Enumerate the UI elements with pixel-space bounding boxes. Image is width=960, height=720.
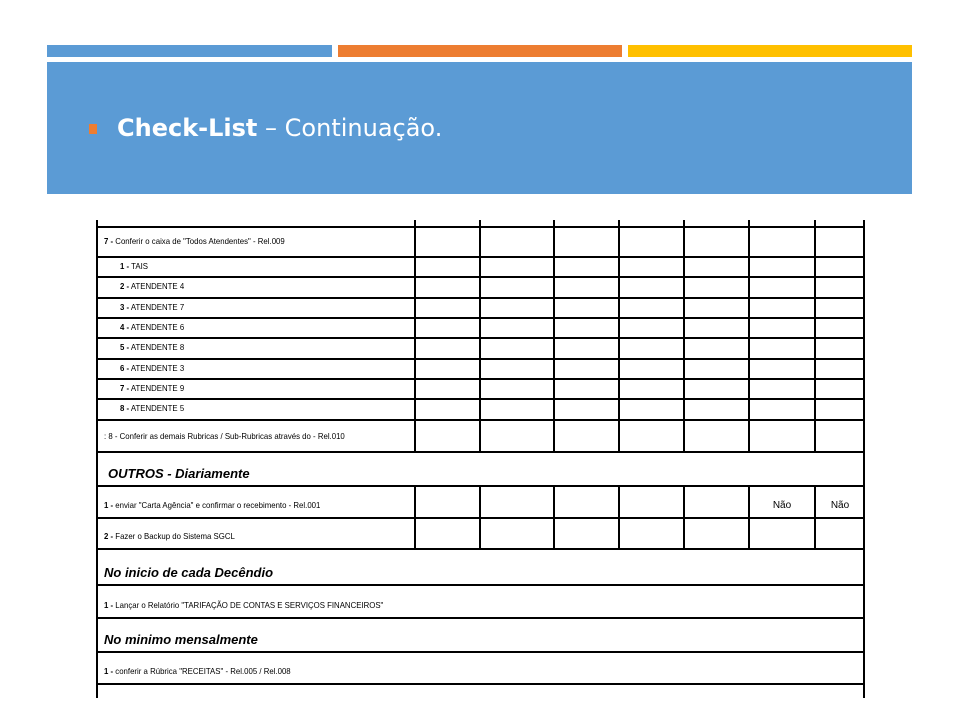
row-number: 1 - xyxy=(104,500,114,510)
row-number: 1 - xyxy=(120,261,130,271)
row-label: Fazer o Backup do Sistema SGCL xyxy=(113,531,235,541)
row-line xyxy=(96,617,865,619)
checklist-table xyxy=(96,220,865,698)
table-row xyxy=(104,236,285,246)
row-line xyxy=(96,398,865,400)
row-number: 4 - xyxy=(120,322,130,332)
section-heading-outros: OUTROS - Diariamente xyxy=(108,466,250,481)
row-line xyxy=(96,317,865,319)
table-row xyxy=(120,342,184,352)
row-label: ATENDENTE 8 xyxy=(129,342,185,352)
table-row xyxy=(120,261,148,271)
row-line xyxy=(96,378,865,380)
row-number: 8 - xyxy=(120,403,130,413)
row-number: 6 - xyxy=(120,363,130,373)
row-line xyxy=(96,358,865,360)
row-line xyxy=(96,683,865,685)
answer-cell: Não xyxy=(830,500,850,511)
row-line xyxy=(96,226,865,228)
bullet-icon xyxy=(89,124,97,134)
row-label: enviar "Carta Agência" e confirmar o recebimento - Rel.001 xyxy=(113,500,321,510)
accent-bar-orange xyxy=(338,45,622,57)
row-label: TAIS xyxy=(129,261,148,271)
row-number: 1 - xyxy=(104,600,114,610)
row-number: 2 - xyxy=(120,281,130,291)
row-label: ATENDENTE 7 xyxy=(129,302,185,312)
table-row xyxy=(120,302,184,312)
title-band xyxy=(47,62,912,194)
row-label: ATENDENTE 6 xyxy=(129,322,185,332)
row-number: 2 - xyxy=(104,531,114,541)
table-row xyxy=(120,363,184,373)
row-label: ATENDENTE 4 xyxy=(129,281,185,291)
table-row xyxy=(120,322,184,332)
row-number: 3 - xyxy=(120,302,130,312)
table-border-right xyxy=(863,220,865,698)
table-row xyxy=(104,500,320,510)
row-number: 7 - xyxy=(120,383,130,393)
slide-title-rest: – Continuação. xyxy=(257,114,443,142)
table-row xyxy=(104,431,345,441)
table-border-left xyxy=(96,220,98,698)
row-label: Lançar o Relatório "TARIFAÇÃO DE CONTAS E SERVIÇOS FINANCEIROS" xyxy=(113,600,384,610)
table-row xyxy=(104,531,235,541)
answer-cell: Não xyxy=(772,500,792,511)
row-label: : 8 - Conferir as demais Rubricas / Sub-Rubricas através do - Rel.010 xyxy=(104,431,345,441)
row-line xyxy=(96,548,865,550)
row-line xyxy=(96,651,865,653)
row-line xyxy=(96,451,865,453)
table-row xyxy=(104,666,291,676)
accent-bar-blue xyxy=(47,45,332,57)
row-label: ATENDENTE 3 xyxy=(129,363,185,373)
table-row xyxy=(120,281,184,291)
row-label: conferir a Rúbrica "RECEITAS" - Rel.005 / Rel.008 xyxy=(113,666,291,676)
slide-title xyxy=(117,114,442,142)
row-line xyxy=(96,276,865,278)
row-line xyxy=(96,337,865,339)
row-line xyxy=(96,584,865,586)
row-label: Conferir o caixa de "Todos Atendentes" - Rel.009 xyxy=(113,236,285,246)
row-line xyxy=(96,297,865,299)
row-line xyxy=(96,419,865,421)
table-row xyxy=(120,383,184,393)
section-heading-decendio: No inicio de cada Decêndio xyxy=(104,565,274,580)
row-number: 7 - xyxy=(104,236,114,246)
row-line xyxy=(96,517,865,519)
row-number: 5 - xyxy=(120,342,130,352)
row-label: ATENDENTE 5 xyxy=(129,403,185,413)
row-number: 1 - xyxy=(104,666,114,676)
slide-title-bold: Check-List xyxy=(117,114,258,142)
section-heading-mensal: No minimo mensalmente xyxy=(104,632,258,647)
row-line xyxy=(96,485,865,487)
table-row xyxy=(120,403,184,413)
row-label: ATENDENTE 9 xyxy=(129,383,185,393)
accent-bar-yellow xyxy=(628,45,912,57)
table-row xyxy=(104,600,383,610)
row-line xyxy=(96,256,865,258)
